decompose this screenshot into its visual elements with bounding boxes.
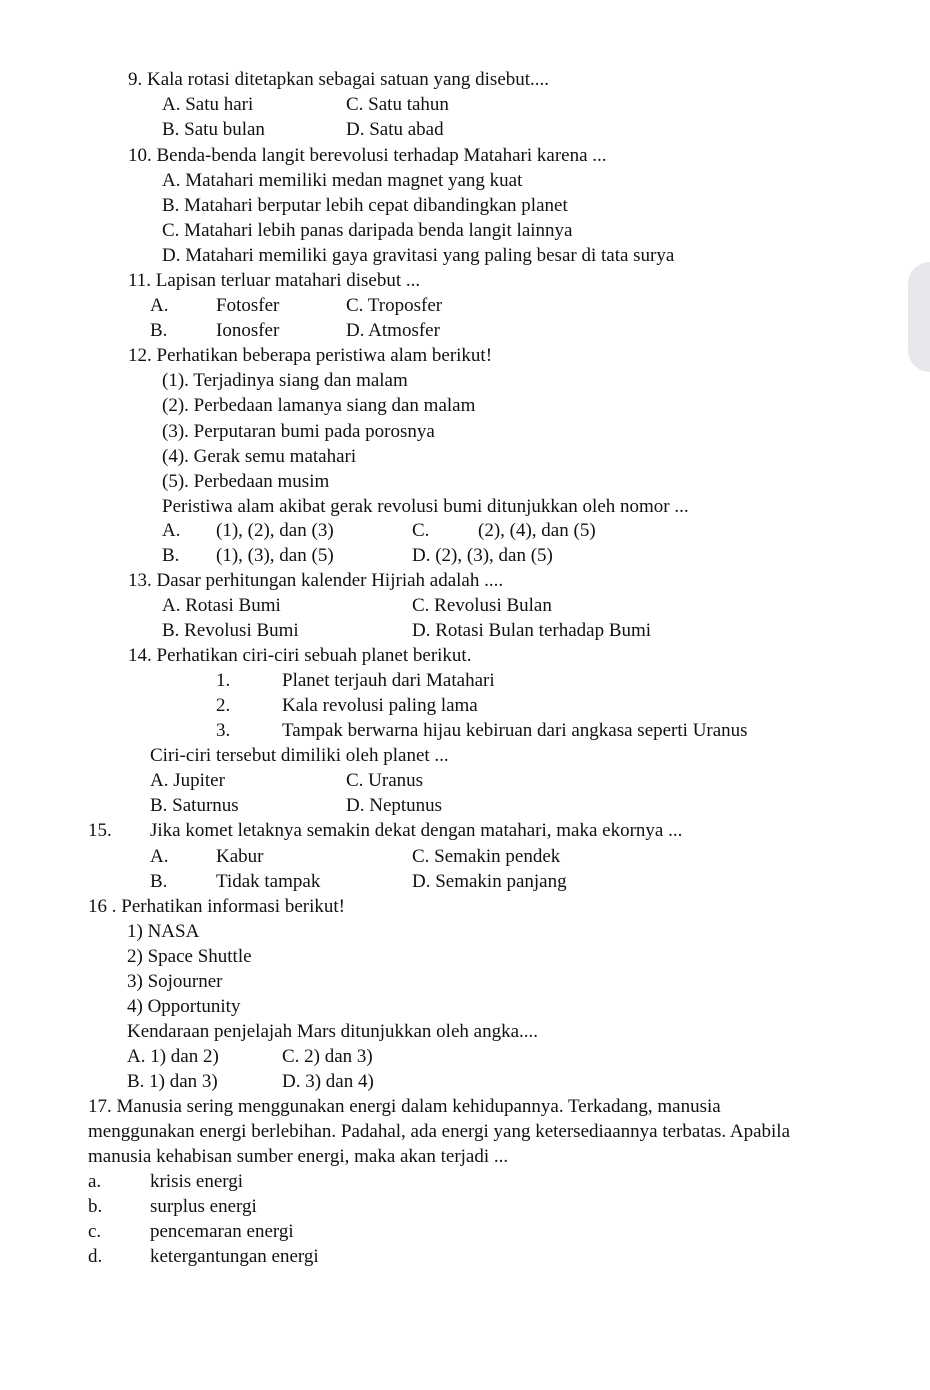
q16-option-a: A. 1) dan 2) xyxy=(127,1046,219,1067)
q10-option-b: B. Matahari berputar lebih cepat dibandingkan planet xyxy=(162,195,568,216)
q17-option-text: ketergantungan energi xyxy=(150,1246,319,1267)
q11-option-a-letter: A. xyxy=(150,295,169,316)
q16-item: 2) Space Shuttle xyxy=(127,946,252,967)
q9-question: 9. Kala rotasi ditetapkan sebagai satuan yang disebut.... xyxy=(128,69,550,90)
q15-number: 15. xyxy=(88,820,112,841)
q17-option-letter: d. xyxy=(88,1246,103,1267)
q13-option-a: A. Rotasi Bumi xyxy=(162,595,281,616)
q12-option-c-letter: C. xyxy=(412,520,430,541)
q14-item-text: Tampak berwarna hijau kebiruan dari angkasa seperti Uranus xyxy=(282,720,748,741)
q14-question: 14. Perhatikan ciri-ciri sebuah planet berikut. xyxy=(128,645,472,666)
q13-option-b: B. Revolusi Bumi xyxy=(162,620,299,641)
q13-option-d: D. Rotasi Bulan terhadap Bumi xyxy=(412,620,652,641)
q14-item-number: 3. xyxy=(216,720,231,741)
q12-option-a-letter: A. xyxy=(162,520,181,541)
q11-option-d: D. Atmosfer xyxy=(346,320,440,341)
q10-question: 10. Benda-benda langit berevolusi terhadap Matahari karena ... xyxy=(128,145,607,166)
q11-question: 11. Lapisan terluar matahari disebut ... xyxy=(128,270,421,291)
q12-option-a-text: (1), (2), dan (3) xyxy=(216,520,334,541)
q14-item-text: Planet terjauh dari Matahari xyxy=(282,670,495,691)
q11-option-a-text: Fotosfer xyxy=(216,295,280,316)
q12-item: (2). Perbedaan lamanya siang dan malam xyxy=(162,395,476,416)
q15-option-d: D. Semakin panjang xyxy=(412,871,567,892)
q12-item: (4). Gerak semu matahari xyxy=(162,446,357,467)
q16-question: 16 . Perhatikan informasi berikut! xyxy=(88,896,345,917)
q14-item-number: 1. xyxy=(216,670,231,691)
q9-option-b: B. Satu bulan xyxy=(162,119,265,140)
q12-prompt: Peristiwa alam akibat gerak revolusi bumi ditunjukkan oleh nomor ... xyxy=(162,496,689,517)
q11-option-b-letter: B. xyxy=(150,320,168,341)
q13-question: 13. Dasar perhitungan kalender Hijriah adalah .... xyxy=(128,570,504,591)
q12-option-b-letter: B. xyxy=(162,545,180,566)
q15-option-b-letter: B. xyxy=(150,871,168,892)
q16-option-d: D. 3) dan 4) xyxy=(282,1071,374,1092)
q17-option-letter: a. xyxy=(88,1171,102,1192)
q17-option-text: pencemaran energi xyxy=(150,1221,294,1242)
q17-question-line: 17. Manusia sering menggunakan energi dalam kehidupannya. Terkadang, manusia xyxy=(88,1096,721,1117)
q10-option-c: C. Matahari lebih panas daripada benda langit lainnya xyxy=(162,220,573,241)
q12-question: 12. Perhatikan beberapa peristiwa alam berikut! xyxy=(128,345,493,366)
q14-option-c: C. Uranus xyxy=(346,770,424,791)
q12-item: (3). Perputaran bumi pada porosnya xyxy=(162,421,435,442)
q11-option-b-text: Ionosfer xyxy=(216,320,280,341)
q10-option-d: D. Matahari memiliki gaya gravitasi yang paling besar di tata surya xyxy=(162,245,675,266)
q15-option-c: C. Semakin pendek xyxy=(412,846,561,867)
q14-item-text: Kala revolusi paling lama xyxy=(282,695,478,716)
q17-option-text: krisis energi xyxy=(150,1171,244,1192)
q15-option-a-letter: A. xyxy=(150,846,169,867)
q14-option-b: B. Saturnus xyxy=(150,795,239,816)
q11-option-c: C. Troposfer xyxy=(346,295,443,316)
q12-option-d: D. (2), (3), dan (5) xyxy=(412,545,553,566)
q12-item: (5). Perbedaan musim xyxy=(162,471,330,492)
q16-option-b: B. 1) dan 3) xyxy=(127,1071,218,1092)
q12-option-c-text: (2), (4), dan (5) xyxy=(478,520,596,541)
q15-question: Jika komet letaknya semakin dekat dengan matahari, maka ekornya ... xyxy=(150,820,683,841)
q16-item: 3) Sojourner xyxy=(127,971,223,992)
q17-question-line: menggunakan energi berlebihan. Padahal, ada energi yang ketersediaannya terbatas. Apabila xyxy=(88,1121,791,1142)
q14-option-a: A. Jupiter xyxy=(150,770,225,791)
q16-prompt: Kendaraan penjelajah Mars ditunjukkan oleh angka.... xyxy=(127,1021,538,1042)
q15-option-a-text: Kabur xyxy=(216,846,264,867)
q14-option-d: D. Neptunus xyxy=(346,795,443,816)
q17-question-line: manusia kehabisan sumber energi, maka akan terjadi ... xyxy=(88,1146,509,1167)
q17-option-letter: b. xyxy=(88,1196,103,1217)
q13-option-c: C. Revolusi Bulan xyxy=(412,595,552,616)
q16-item: 1) NASA xyxy=(127,921,200,942)
q9-option-a: A. Satu hari xyxy=(162,94,254,115)
scroll-tab[interactable] xyxy=(908,262,930,372)
q9-option-c: C. Satu tahun xyxy=(346,94,449,115)
q12-item: (1). Terjadinya siang dan malam xyxy=(162,370,408,391)
q14-item-number: 2. xyxy=(216,695,231,716)
q14-prompt: Ciri-ciri tersebut dimiliki oleh planet ... xyxy=(150,745,449,766)
q16-item: 4) Opportunity xyxy=(127,996,241,1017)
q15-option-b-text: Tidak tampak xyxy=(216,871,321,892)
q9-option-d: D. Satu abad xyxy=(346,119,444,140)
q17-option-letter: c. xyxy=(88,1221,102,1242)
q16-option-c: C. 2) dan 3) xyxy=(282,1046,373,1067)
q12-option-b-text: (1), (3), dan (5) xyxy=(216,545,334,566)
q17-option-text: surplus energi xyxy=(150,1196,257,1217)
q10-option-a: A. Matahari memiliki medan magnet yang kuat xyxy=(162,170,523,191)
